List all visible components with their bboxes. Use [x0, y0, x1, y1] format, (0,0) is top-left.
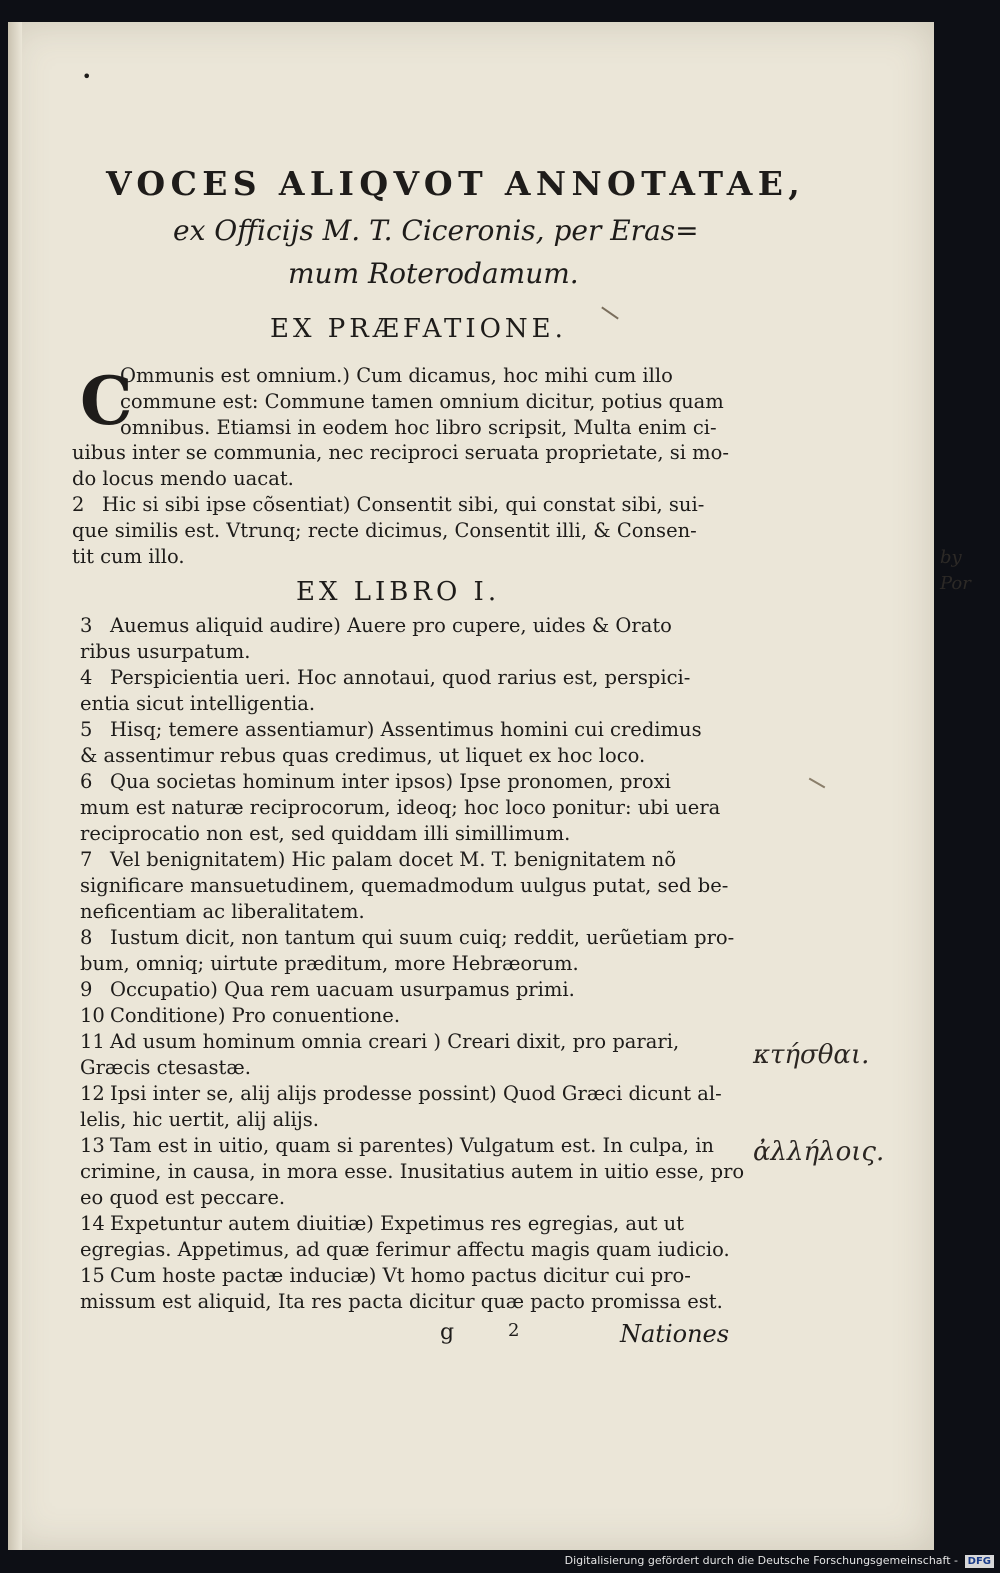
text-line: [80, 1134, 760, 1158]
line-text: omnibus. Etiamsi in eodem hoc libro scripsit, Multa enim ci-: [120, 415, 717, 439]
text-line: [80, 848, 760, 872]
text-line: [80, 926, 760, 950]
section-heading-libro: EX LIBRO I.: [296, 577, 501, 607]
page-gutter-shadow: [8, 22, 22, 1550]
text-line: [120, 416, 800, 440]
text-line: [80, 1056, 760, 1080]
line-text: egregias. Appetimus, ad quæ ferimur affectu magis quam iudicio.: [80, 1238, 730, 1261]
drop-cap: C: [80, 362, 133, 440]
signature-mark: g: [440, 1320, 455, 1345]
line-number: 10: [80, 1004, 105, 1027]
line-text: Occupatio) Qua rem uacuam usurpamus primi.: [110, 978, 575, 1001]
line-text: & assentimur rebus quas credimus, ut liquet ex hoc loco.: [80, 744, 646, 767]
text-line: [80, 1264, 760, 1288]
line-number: 15: [80, 1264, 105, 1287]
line-text: Hisq; temere assentiamur) Assentimus homini cui credimus: [110, 718, 702, 741]
dfg-logo: DFG: [965, 1555, 994, 1568]
signature-number: 2: [508, 1320, 520, 1341]
line-text: Qua societas hominum inter ipsos) Ipse pronomen, proxi: [110, 770, 671, 793]
book-page: [8, 22, 934, 1550]
line-text: Vel benignitatem) Hic palam docet M. T. benignitatem nõ: [110, 848, 677, 871]
text-line: [80, 770, 760, 794]
marginal-note: ἀλλήλοις.: [753, 1137, 885, 1167]
line-text: crimine, in causa, in mora esse. Inusitatius autem in uitio esse, pro: [80, 1160, 745, 1183]
text-line: [72, 519, 752, 543]
text-line: [80, 1030, 760, 1054]
text-line: [80, 1082, 760, 1106]
text-line: [80, 1160, 760, 1184]
text-line: [80, 1108, 760, 1132]
text-line: [80, 952, 760, 976]
line-text: significare mansuetudinem, quemadmodum uulgus putat, sed be-: [80, 874, 729, 897]
text-line: [80, 1290, 760, 1314]
line-text: Ommunis est omnium.) Cum dicamus, hoc mihi cum illo: [120, 364, 673, 387]
line-text: mum est naturæ reciprocorum, ideoq; hoc loco ponitur: ubi uera: [80, 796, 721, 819]
text-line: [80, 874, 760, 898]
line-text: ribus usurpatum.: [80, 640, 251, 663]
stray-ink-mark: [601, 306, 619, 319]
line-number: 13: [80, 1134, 105, 1157]
line-text: Perspicientia ueri. Hoc annotaui, quod rarius est, perspici-: [110, 666, 691, 689]
line-text: commune est: Commune tamen omnium dicitur, potius quam: [120, 389, 724, 413]
stray-ink-mark: [809, 778, 826, 789]
line-text: lelis, hic uertit, alij alijs.: [80, 1108, 319, 1131]
line-text: Iustum dicit, non tantum qui suum cuiq; reddit, uerũetiam pro-: [110, 926, 735, 949]
line-text: Expetuntur autem diuitiæ) Expetimus res egregias, aut ut: [110, 1212, 684, 1235]
line-text: Ipsi inter se, alij alijs prodesse possint) Quod Græci dicunt al-: [110, 1082, 722, 1105]
text-line: [72, 441, 752, 465]
line-text: tit cum illo.: [72, 544, 185, 568]
line-text: reciprocatio non est, sed quiddam illi simillimum.: [80, 822, 571, 845]
line-number: 4: [80, 666, 93, 689]
text-line: [80, 718, 760, 742]
line-text: Hic si sibi ipse cõsentiat) Consentit sibi, qui constat sibi, sui-: [102, 493, 705, 516]
line-number: 12: [80, 1082, 105, 1105]
line-number: 11: [80, 1030, 105, 1053]
line-text: uibus inter se communia, nec reciproci seruata proprietate, si mo-: [72, 441, 729, 465]
line-text: entia sicut intelligentia.: [80, 692, 316, 715]
text-line: [80, 692, 760, 716]
text-line: [80, 796, 760, 820]
line-text: Cum hoste pactæ induciæ) Vt homo pactus dicitur cui pro-: [110, 1264, 691, 1287]
line-number: 14: [80, 1212, 105, 1235]
line-text: do locus mendo uacat.: [72, 467, 294, 491]
text-line: [80, 978, 760, 1002]
text-line: [72, 467, 752, 491]
line-number: 8: [80, 926, 93, 949]
ink-dot: •: [82, 67, 92, 86]
text-line: [72, 545, 752, 569]
line-text: Conditione) Pro conuentione.: [110, 1004, 401, 1027]
line-number: 6: [80, 770, 93, 793]
line-number: 7: [80, 848, 93, 871]
line-text: Tam est in uitio, quam si parentes) Vulgatum est. In culpa, in: [110, 1134, 714, 1157]
text-line: [120, 364, 800, 388]
text-line: [80, 1212, 760, 1236]
text-line: [72, 493, 752, 517]
line-number: 9: [80, 978, 93, 1001]
section-heading-praefatione: EX PRÆFATIONE.: [270, 314, 567, 344]
text-line: [80, 666, 760, 690]
text-line: [80, 744, 760, 768]
digitization-credit: Digitalisierung gefördert durch die Deutsche Forschungsgemeinschaft -: [564, 1554, 958, 1567]
adjacent-page-show-through: by Por: [940, 547, 971, 594]
text-line: [80, 1186, 760, 1210]
line-number: 2: [72, 493, 85, 516]
text-line: [120, 390, 800, 414]
line-text: que similis est. Vtrunq; recte dicimus, Consentit illi, & Consen-: [72, 518, 697, 542]
catchword: Nationes: [620, 1320, 730, 1348]
text-line: [80, 1238, 760, 1262]
text-line: [80, 1004, 760, 1028]
line-number: 3: [80, 614, 93, 637]
text-line: [80, 822, 760, 846]
marginal-note: κτήσθαι.: [753, 1040, 870, 1070]
line-text: Auemus aliquid audire) Auere pro cupere, uides & Orato: [110, 614, 672, 637]
title-line-2: ex Officijs M. T. Ciceronis, per Eras=: [173, 214, 699, 247]
line-text: missum est aliquid, Ita res pacta dicitur quæ pacto promissa est.: [80, 1290, 723, 1313]
line-text: Græcis ctesastæ.: [80, 1056, 251, 1079]
line-text: neficentiam ac liberalitatem.: [80, 900, 365, 923]
title-line-1: VOCES ALIQVOT ANNOTATAE,: [106, 164, 806, 203]
title-line-3: mum Roterodamum.: [288, 257, 579, 290]
text-line: [80, 614, 760, 638]
text-line: [80, 900, 760, 924]
line-text: bum, omniq; uirtute præditum, more Hebræorum.: [80, 952, 579, 975]
text-line: [80, 640, 760, 664]
line-number: 5: [80, 718, 93, 741]
line-text: Ad usum hominum omnia creari ) Creari dixit, pro parari,: [110, 1030, 680, 1053]
line-text: eo quod est peccare.: [80, 1186, 286, 1209]
